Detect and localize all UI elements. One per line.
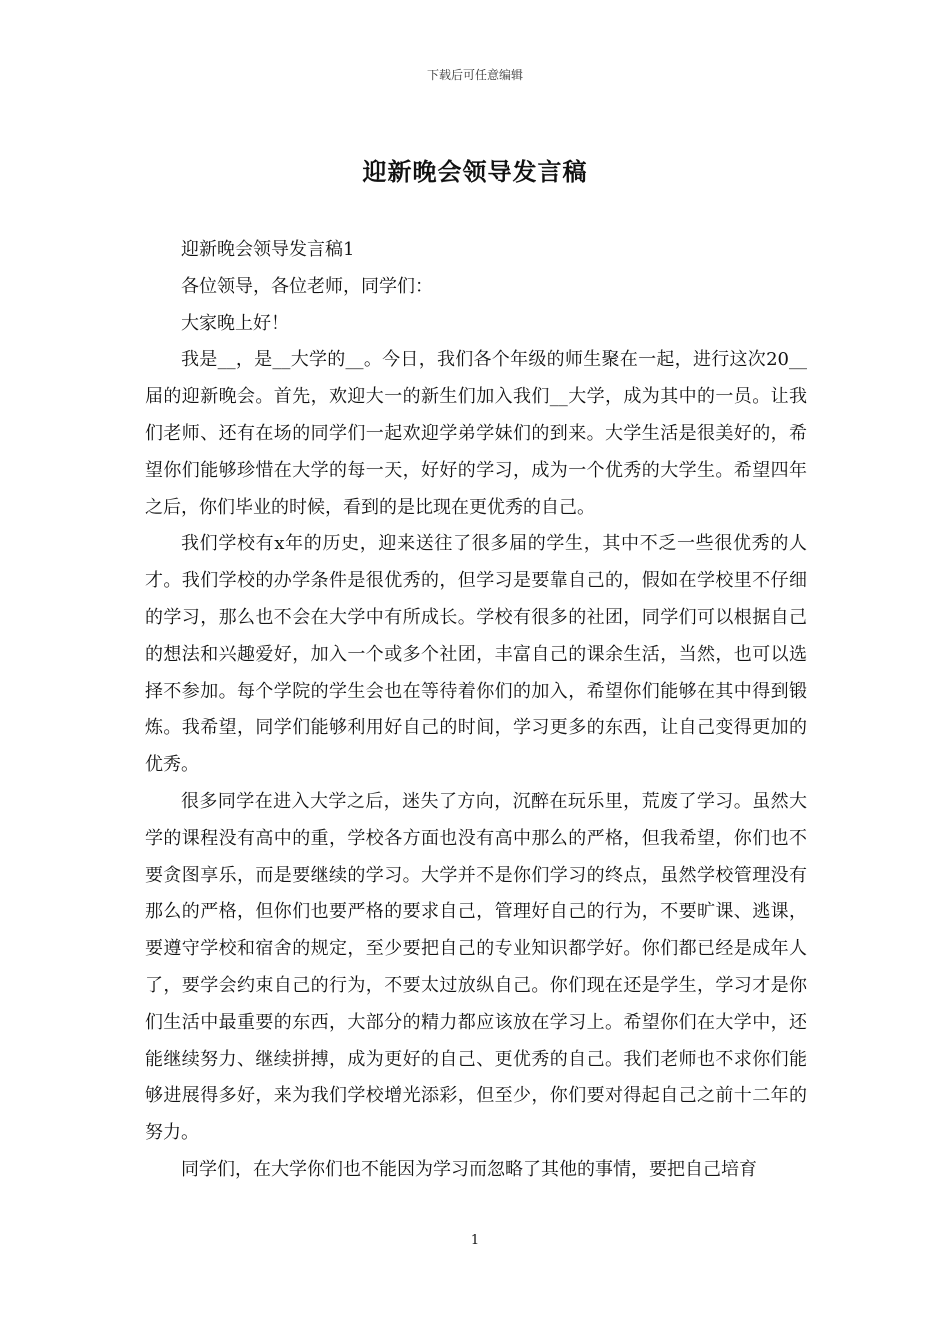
paragraph-greeting: 大家晚上好！ — [181, 312, 289, 334]
paragraph-2: 我们学校有x年的历史，迎来送往了很多届的学生，其中不乏一些很优秀的人才。我们学校的办学条件是很优秀的，但学习是要靠自己的，假如在学校里不仔细的学习，那么也不会在大学中有所成长。学校有很多的社团，同学们可以根据自己的想法和兴趣爱好，加入一个或多个社团，丰富自己的课余生活，当然，也可以选择不参加。每个学院的学生会也在等待着你们的加入，希望你们能够在其中得到锻炼。我希望，同学们能够利用好自己的时间，学习更多的东西，让自己变得更加的优秀。 — [145, 533, 807, 776]
document-title: 迎新晚会领导发言稿 — [362, 157, 588, 186]
page-header-note: 下载后可任意编辑 — [426, 68, 523, 82]
paragraph-3: 很多同学在进入大学之后，迷失了方向，沉醉在玩乐里，荒废了学习。虽然大学的课程没有高中的重，学校各方面也没有高中那么的严格，但我希望，你们也不要贪图享乐，而是要继续的学习。大学并不是你们学习的终点，虽然学校管理没有那么的严格，但你们也要严格的要求自己，管理好自己的行为，不要旷课、逃课，要遵守学校和宿舍的规定，至少要把自己的专业知识都学好。你们都已经是成年人了，要学会约束自己的行为，不要太过放纵自己。你们现在还是学生，学习才是你们生活中最重要的东西，大部分的精力都应该放在学习上。希望你们在大学中，还能继续努力、继续拼搏，成为更好的自己、更优秀的自己。我们老师也不求你们能够进展得多好，来为我们学校增光添彩，但至少，你们要对得起自己之前十二年的努力。 — [145, 790, 807, 1144]
paragraph-salutation: 各位领导，各位老师，同学们： — [181, 275, 433, 297]
paragraph-1: 我是__，是__大学的__。今日，我们各个年级的师生聚在一起，进行这次20__届的迎新晚会。首先，欢迎大一的新生们加入我们__大学，成为其中的一员。让我们老师、还有在场的同学们一起欢迎学弟学妹们的到来。大学生活是很美好的，希望你们能够珍惜在大学的每一天，好好的学习，成为一个优秀的大学生。希望四年之后，你们毕业的时候，看到的是比现在更优秀的自己。 — [145, 349, 807, 518]
paragraph-4: 同学们，在大学你们也不能因为学习而忽略了其他的事情，要把自己培育 — [181, 1158, 757, 1180]
page-number: 1 — [470, 1233, 480, 1248]
document-body — [145, 232, 807, 1189]
paragraph-subtitle: 迎新晚会领导发言稿1 — [181, 239, 355, 260]
